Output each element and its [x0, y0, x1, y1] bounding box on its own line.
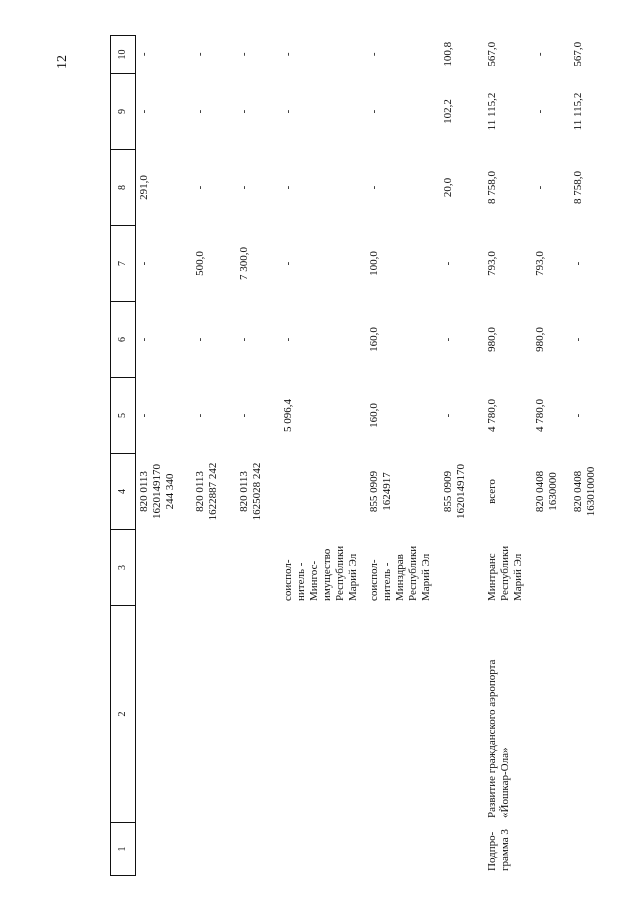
- column-number: 7: [111, 226, 136, 302]
- rotated-table-page: [110, 36, 597, 876]
- budget-code-cell: [136, 454, 192, 530]
- value-cell-10: -: [367, 52, 380, 57]
- value-cell-10: 567,0: [571, 41, 584, 67]
- program-cell: [440, 823, 484, 876]
- table-row: [532, 36, 570, 876]
- budget-code-cell: [280, 454, 366, 530]
- budget-code-cell: [570, 454, 614, 530]
- column-number: 10: [111, 36, 136, 74]
- value-cell-6: -: [571, 337, 584, 342]
- name-cell: [532, 606, 570, 823]
- cell-text-line: Развитие гражданского аэропорта: [485, 659, 498, 818]
- executor-cell: [280, 530, 366, 606]
- cell-text-line: «Йошкар-Ола»: [498, 747, 511, 818]
- cell-text-line: Марий Эл: [511, 553, 524, 601]
- value-cell-5: 160,0: [367, 403, 380, 428]
- cell-text-line: 820 0408: [533, 470, 546, 513]
- executor-cell: [236, 530, 280, 606]
- budget-table: [110, 35, 614, 876]
- value-cell-9: -: [138, 109, 150, 114]
- value-cell-9: 11 115,2: [485, 92, 498, 131]
- cell-text-line: Марий Эл: [420, 553, 433, 601]
- cell-text-line: Республики: [498, 545, 511, 601]
- table-body: [136, 36, 614, 876]
- cell-text-line: 244 340: [164, 473, 177, 510]
- budget-code-cell: [366, 454, 440, 530]
- cell-text-line: нитель -: [380, 562, 393, 601]
- cell-text-line: соиспол-: [367, 559, 380, 601]
- value-cell-9: 11 115,2: [571, 92, 584, 131]
- value-cell-7: 500,0: [193, 251, 206, 276]
- program-cell: [280, 823, 366, 876]
- cell-text-line: грамма 3: [498, 829, 511, 871]
- cell-text-line: имущество: [321, 548, 334, 601]
- value-cell-7: 793,0: [485, 251, 498, 276]
- cell-text-line: 1620149170: [151, 464, 164, 519]
- cell-text-line: Минздрав: [393, 554, 406, 601]
- value-cell-7: -: [281, 261, 294, 266]
- name-cell: [236, 606, 280, 823]
- column-number: 3: [111, 530, 136, 606]
- value-cell-5: -: [138, 413, 150, 418]
- executor-cell: [366, 530, 440, 606]
- executor-cell: [570, 530, 614, 606]
- value-cell-9: 102,2: [441, 99, 454, 124]
- value-cell-6: -: [138, 337, 150, 342]
- table-row: [280, 36, 366, 876]
- cell-text-line: 855 0909: [367, 470, 380, 513]
- value-cell-10: -: [193, 52, 206, 57]
- value-cell-6: 980,0: [533, 327, 546, 352]
- executor-cell: [440, 530, 484, 606]
- value-cell-6: 980,0: [485, 327, 498, 352]
- name-cell: [366, 606, 440, 823]
- program-cell: [192, 823, 236, 876]
- value-cell-10: -: [533, 52, 546, 57]
- executor-cell: [136, 530, 192, 606]
- value-cell-8: -: [533, 185, 546, 190]
- value-cell-5: -: [237, 413, 250, 418]
- cell-text-line: Республики: [334, 545, 347, 601]
- table-row: [570, 36, 614, 876]
- program-cell: [366, 823, 440, 876]
- cell-text-line: Республики: [407, 545, 420, 601]
- executor-cell: [484, 530, 532, 606]
- value-cell-7: 7 300,0: [237, 247, 250, 280]
- budget-code-cell: [236, 454, 280, 530]
- column-number: 1: [111, 823, 136, 876]
- value-cell-6: -: [193, 337, 206, 342]
- value-cell-7: 793,0: [533, 251, 546, 276]
- cell-text-line: всего: [485, 479, 498, 504]
- cell-text-line: 1630000: [546, 472, 559, 511]
- value-cell-7: -: [441, 261, 454, 266]
- value-cell-10: -: [281, 52, 294, 57]
- cell-text-line: Минтранс: [485, 553, 498, 601]
- name-cell: [484, 606, 532, 823]
- budget-code-cell: [532, 454, 570, 530]
- cell-text-line: Подпро-: [485, 831, 498, 871]
- table-row: [192, 36, 236, 876]
- column-number: 4: [111, 454, 136, 530]
- column-number: 9: [111, 74, 136, 150]
- table-row: [236, 36, 280, 876]
- program-cell: [484, 823, 532, 876]
- value-cell-8: 8 758,0: [571, 171, 584, 204]
- value-cell-6: -: [441, 337, 454, 342]
- name-cell: [192, 606, 236, 823]
- cell-text-line: соиспол-: [281, 559, 294, 601]
- column-number-row: [111, 36, 136, 876]
- cell-text-line: 820 0113: [193, 471, 206, 512]
- program-cell: [136, 823, 192, 876]
- table-row: [366, 36, 440, 876]
- budget-code-cell: [484, 454, 532, 530]
- column-number: 6: [111, 302, 136, 378]
- value-cell-7: -: [138, 261, 150, 266]
- table-row: [136, 36, 192, 876]
- value-cell-6: -: [237, 337, 250, 342]
- cell-text-line: Марий Эл: [347, 553, 360, 601]
- cell-text-line: 820 0113: [138, 471, 150, 512]
- value-cell-5: 4 780,0: [533, 399, 546, 432]
- value-cell-8: 291,0: [138, 175, 150, 200]
- executor-cell: [192, 530, 236, 606]
- value-cell-10: -: [138, 52, 150, 57]
- name-cell: [136, 606, 192, 823]
- value-cell-6: -: [281, 337, 294, 342]
- cell-text-line: 163010000: [584, 466, 597, 517]
- value-cell-9: -: [237, 109, 250, 114]
- value-cell-5: 5 096,4: [281, 399, 294, 432]
- value-cell-6: 160,0: [367, 327, 380, 352]
- table-row: [484, 36, 532, 876]
- name-cell: [440, 606, 484, 823]
- value-cell-5: -: [193, 413, 206, 418]
- cell-text-line: 820 0113: [237, 471, 250, 512]
- cell-text-line: 1625028 242: [250, 462, 263, 521]
- value-cell-8: -: [237, 185, 250, 190]
- program-cell: [570, 823, 614, 876]
- program-cell: [236, 823, 280, 876]
- value-cell-10: 100,8: [441, 41, 454, 67]
- column-number: 2: [111, 606, 136, 823]
- cell-text-line: Мингос-: [307, 560, 320, 601]
- program-cell: [532, 823, 570, 876]
- executor-cell: [532, 530, 570, 606]
- value-cell-5: -: [571, 413, 584, 418]
- value-cell-9: -: [193, 109, 206, 114]
- cell-text-line: 855 0909: [441, 470, 454, 513]
- column-number: 8: [111, 150, 136, 226]
- value-cell-8: 8 758,0: [485, 171, 498, 204]
- value-cell-5: -: [441, 413, 454, 418]
- budget-code-cell: [440, 454, 484, 530]
- value-cell-7: -: [571, 261, 584, 266]
- value-cell-8: -: [281, 185, 294, 190]
- value-cell-8: -: [367, 185, 380, 190]
- cell-text-line: 1622887 242: [206, 462, 219, 521]
- name-cell: [280, 606, 366, 823]
- value-cell-8: -: [193, 185, 206, 190]
- name-cell: [570, 606, 614, 823]
- value-cell-10: -: [237, 52, 250, 57]
- value-cell-9: -: [367, 109, 380, 114]
- column-number: 5: [111, 378, 136, 454]
- value-cell-5: 4 780,0: [485, 399, 498, 432]
- value-cell-8: 20,0: [441, 177, 454, 198]
- value-cell-10: 567,0: [485, 41, 498, 67]
- value-cell-9: -: [533, 109, 546, 114]
- value-cell-7: 100,0: [367, 251, 380, 276]
- cell-text-line: нитель -: [294, 562, 307, 601]
- cell-text-line: 1624917: [380, 472, 393, 511]
- cell-text-line: 1620149170: [454, 464, 467, 519]
- page-number: 12: [55, 55, 70, 69]
- table-row: [440, 36, 484, 876]
- cell-text-line: 820 0408: [571, 470, 584, 513]
- value-cell-9: -: [281, 109, 294, 114]
- budget-code-cell: [192, 454, 236, 530]
